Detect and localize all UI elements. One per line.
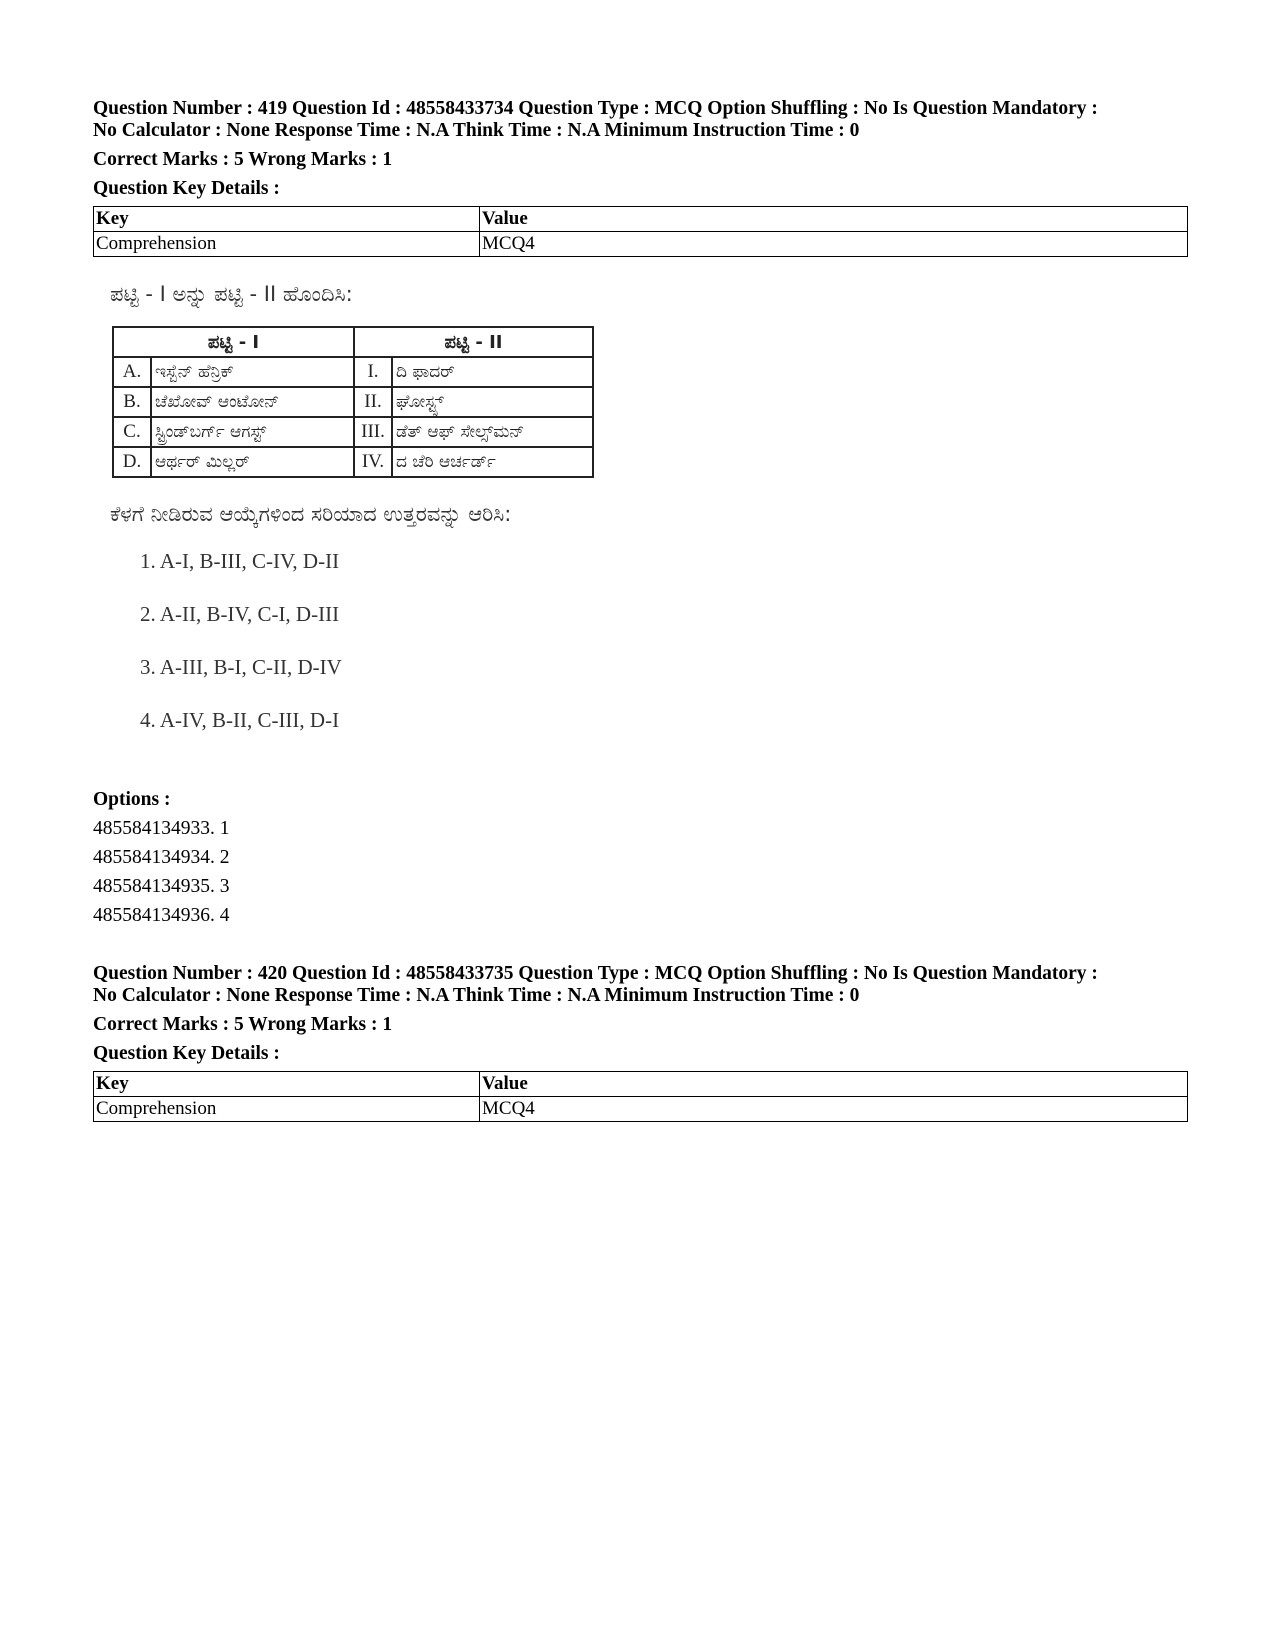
answer-choices: [140, 546, 750, 758]
row-numeral: II.: [354, 387, 392, 417]
question-header-line2: No Calculator : None Response Time : N.A Think Time : N.A Minimum Instruction Time : 0: [93, 120, 860, 141]
key-header: Key: [94, 207, 480, 232]
value-cell: MCQ4: [480, 1097, 1188, 1122]
list2-item: ಡೆತ್ ಆಫ್ ಸೇಲ್ಸ್‌ಮನ್: [392, 417, 593, 447]
list1-item: ಚೆಖೋವ್ ಆಂಟೋನ್: [151, 387, 354, 417]
key-value-table: [93, 206, 1188, 257]
question-header-line2: No Calculator : None Response Time : N.A Think Time : N.A Minimum Instruction Time : 0: [93, 985, 860, 1006]
list2-item: ದ ಚೆರಿ ಆರ್ಚರ್ಡ್: [392, 447, 593, 477]
question-header-line1: Question Number : 420 Question Id : 48558433735 Question Type : MCQ Option Shuffling : No Is Question Mandatory :: [93, 963, 1098, 984]
match-row: [113, 387, 593, 417]
match-row: [113, 357, 593, 387]
marks-line: Correct Marks : 5 Wrong Marks : 1: [93, 1014, 393, 1035]
options-list: [93, 785, 230, 930]
choice-item: 4. A-IV, B-II, C-III, D-I: [140, 708, 340, 732]
match-table: [112, 326, 594, 478]
list1-item: ಸ್ಟ್ರಿಂಡ್‌ಬರ್ಗ್ ಆಗಸ್ಟ್: [151, 417, 354, 447]
option-item: 485584134936. 4: [93, 905, 230, 926]
options-label: Options :: [93, 789, 171, 810]
value-header: Value: [480, 207, 1188, 232]
value-header: Value: [480, 1072, 1188, 1097]
list1-item: ಇಸ್ಬೆನ್ ಹೆನ್ರಿಕ್: [151, 357, 354, 387]
choice-item: 3. A-III, B-I, C-II, D-IV: [140, 655, 342, 679]
list2-header: ಪಟ್ಟಿ - II: [354, 327, 593, 357]
list2-item: ದಿ ಫಾದರ್: [392, 357, 593, 387]
row-letter: B.: [113, 387, 151, 417]
option-item: 485584134935. 3: [93, 876, 230, 897]
match-row: [113, 417, 593, 447]
question-header-line1: Question Number : 419 Question Id : 48558433734 Question Type : MCQ Option Shuffling : No Is Question Mandatory :: [93, 98, 1098, 119]
row-letter: D.: [113, 447, 151, 477]
question-419: [93, 98, 1188, 257]
key-details-label: Question Key Details :: [93, 178, 280, 199]
marks-line: Correct Marks : 5 Wrong Marks : 1: [93, 149, 393, 170]
option-item: 485584134934. 2: [93, 847, 230, 868]
choice-item: 2. A-II, B-IV, C-I, D-III: [140, 602, 340, 626]
match-row: [113, 447, 593, 477]
question-420: [93, 963, 1188, 1122]
row-numeral: IV.: [354, 447, 392, 477]
choice-item: 1. A-I, B-III, C-IV, D-II: [140, 549, 340, 573]
row-letter: C.: [113, 417, 151, 447]
key-cell: Comprehension: [94, 1097, 480, 1122]
list1-item: ಆರ್ಥರ್ ಮಿಲ್ಲರ್: [151, 447, 354, 477]
key-value-table: [93, 1071, 1188, 1122]
option-item: 485584134933. 1: [93, 818, 230, 839]
list1-header: ಪಟ್ಟಿ - I: [113, 327, 354, 357]
value-cell: MCQ4: [480, 232, 1188, 257]
choose-instruction: ಕೆಳಗೆ ನೀಡಿರುವ ಆಯ್ಕೆಗಳಿಂದ ಸರಿಯಾದ ಉತ್ತರವನ್ನು ಆರಿಸಿ:: [110, 502, 512, 526]
key-details-label: Question Key Details :: [93, 1043, 280, 1064]
question-body: [110, 280, 750, 758]
row-numeral: III.: [354, 417, 392, 447]
row-numeral: I.: [354, 357, 392, 387]
match-instruction: ಪಟ್ಟಿ - I ಅನ್ನು ಪಟ್ಟಿ - II ಹೊಂದಿಸಿ:: [110, 282, 353, 306]
key-header: Key: [94, 1072, 480, 1097]
list2-item: ಘೋಸ್ಟ್ಸ್: [392, 387, 593, 417]
key-cell: Comprehension: [94, 232, 480, 257]
row-letter: A.: [113, 357, 151, 387]
